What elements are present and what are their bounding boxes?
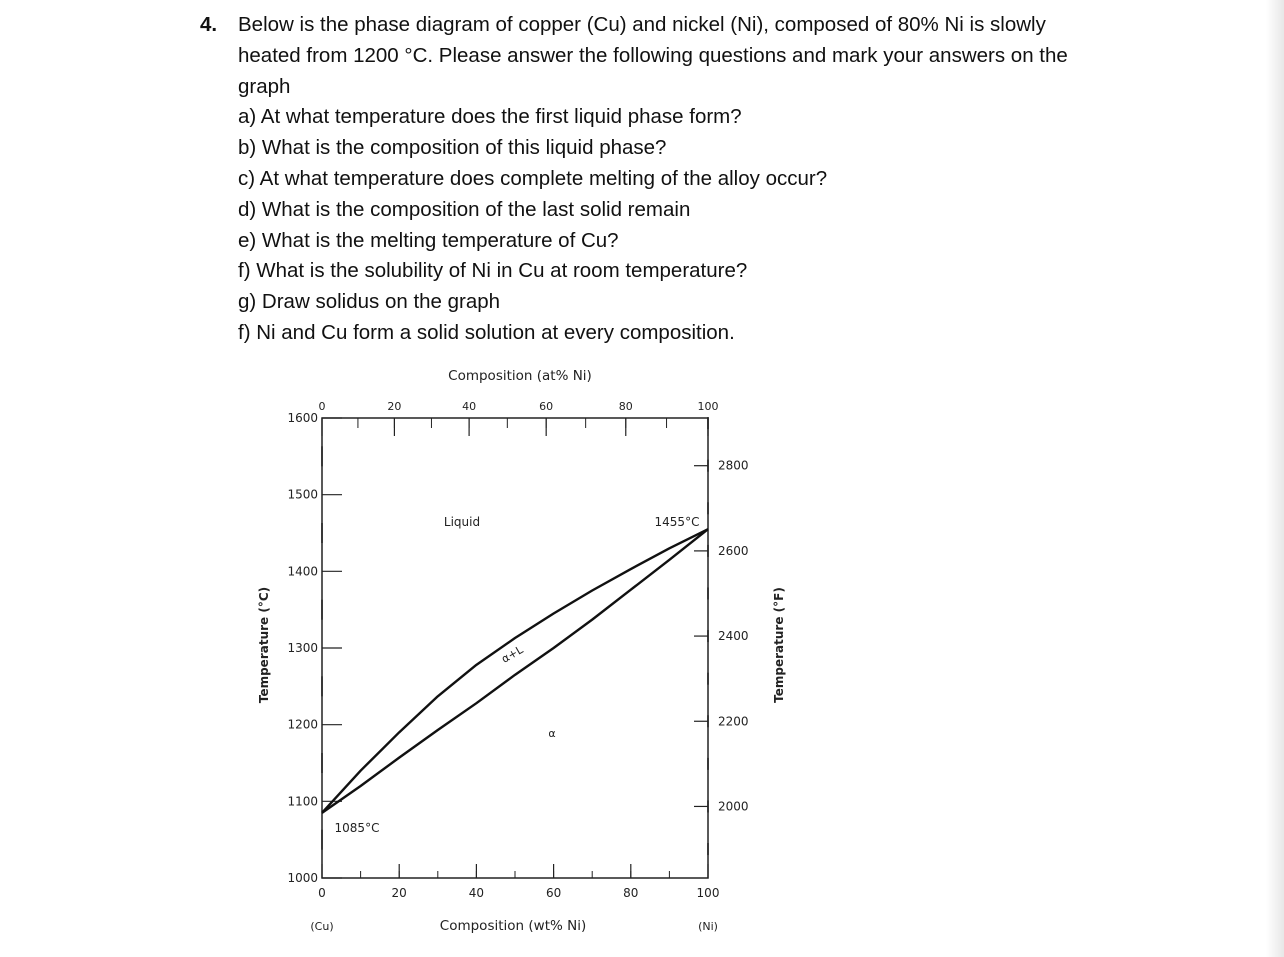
y2-tick-label: 2600 (718, 543, 749, 558)
liquidus-line (322, 529, 708, 813)
question-intro-line: Below is the phase diagram of copper (Cu) and nickel (Ni), composed of 80% Ni is slowly (238, 13, 1046, 36)
question-item: c) At what temperature does complete melting of the alloy occur? (238, 166, 828, 190)
y-axis-title: Temperature (°C) (257, 586, 271, 704)
question-item: b) What is the composition of this liquid phase? (238, 136, 667, 160)
x2-tick-label: 60 (539, 400, 554, 413)
question-item: f) Ni and Cu form a solid solution at every composition. (238, 320, 735, 344)
x2-tick-label: 20 (387, 400, 402, 413)
cu-melting-annotation: 1085°C (334, 821, 380, 835)
x-tick-label: 80 (623, 886, 639, 900)
two-phase-region-label: α+L (499, 643, 526, 666)
x-tick-label: 20 (391, 886, 407, 900)
y-tick-label: 1600 (287, 411, 318, 425)
question-intro-line: graph (238, 74, 291, 98)
question-item: e) What is the melting temperature of Cu? (238, 228, 619, 252)
y-tick-label: 1400 (287, 564, 318, 579)
y-tick-label: 1000 (287, 871, 318, 885)
x-tick-label: 40 (468, 886, 485, 900)
x2-tick-label: 100 (697, 400, 719, 413)
question-item: d) What is the composition of the last solid remain (238, 197, 691, 221)
y2-axis-title: Temperature (°F) (772, 587, 786, 703)
question-number: 4. (200, 13, 218, 36)
x-tick-label: 60 (545, 886, 562, 900)
question-item: f) What is the solubility of Ni in Cu at room temperature? (238, 259, 748, 283)
liquid-region-label: Liquid (443, 515, 481, 529)
y-tick-label: 1500 (287, 487, 318, 502)
x-tick-label: 100 (696, 886, 720, 900)
x2-tick-label: 80 (618, 400, 633, 413)
question-item: a) At what temperature does the first liquid phase form? (238, 105, 742, 129)
cu-endpoint-label: (Cu) (310, 920, 334, 933)
ni-endpoint-label: (Ni) (698, 920, 718, 933)
y2-tick-label: 2200 (718, 714, 749, 729)
y2-tick-label: 2400 (718, 629, 749, 644)
ni-melting-annotation: 1455°C (654, 515, 700, 529)
x-axis-title: Composition (wt% Ni) (439, 918, 587, 934)
x2-tick-label: 40 (462, 400, 477, 413)
x2-tick-label: 0 (318, 400, 326, 413)
y2-tick-label: 2800 (718, 458, 749, 473)
y-tick-label: 1200 (287, 717, 318, 732)
y2-tick-label: 2000 (718, 799, 749, 814)
y-tick-label: 1300 (287, 641, 318, 655)
question-item: g) Draw solidus on the graph (238, 290, 501, 314)
chart-top-title: Composition (at% Ni) (448, 368, 592, 384)
solidus-line (322, 529, 708, 813)
solid-region-label: α (548, 727, 556, 740)
question-intro-line: heated from 1200 °C. Please answer the following questions and mark your answers on the (238, 43, 1068, 67)
y-tick-label: 1100 (287, 794, 318, 809)
x-tick-label: 0 (318, 886, 326, 900)
